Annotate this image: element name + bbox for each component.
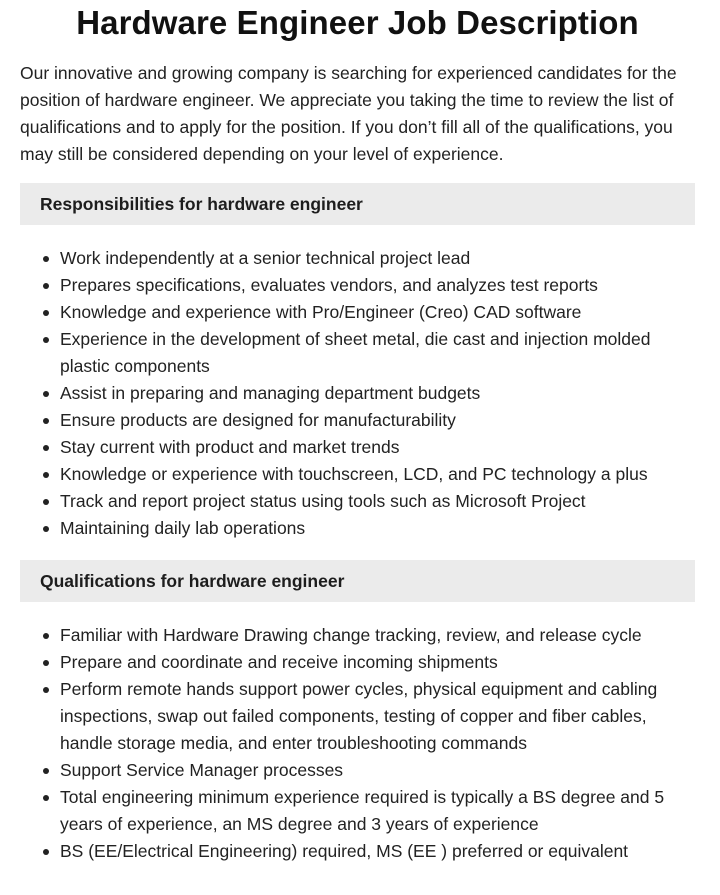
list-item: Perform remote hands support power cycles, physical equipment and cabling inspections, swap out failed components, testing of copper and fiber cables, handle storage media, and enter troubleshooting commands (60, 676, 700, 757)
list-item: Knowledge and experience with Pro/Engineer (Creo) CAD software (60, 299, 700, 326)
list-item: Experience in the development of sheet metal, die cast and injection molded plastic components (60, 326, 700, 380)
list-item: Stay current with product and market trends (60, 434, 700, 461)
page-title: Hardware Engineer Job Description (76, 4, 639, 41)
list-item: Familiar with Hardware Drawing change tracking, review, and release cycle (60, 622, 700, 649)
list-item: Assist in preparing and managing department budgets (60, 380, 700, 407)
list-item: Track and report project status using tools such as Microsoft Project (60, 488, 700, 515)
list-item: Ensure products are designed for manufacturability (60, 407, 700, 434)
responsibilities-heading: Responsibilities for hardware engineer (20, 183, 695, 225)
list-item: Prepare and coordinate and receive incoming shipments (60, 649, 700, 676)
list-item: Maintaining daily lab operations (60, 515, 700, 542)
qualifications-list (20, 622, 700, 865)
qualifications-heading: Qualifications for hardware engineer (20, 560, 695, 602)
list-item: Total engineering minimum experience required is typically a BS degree and 5 years of experience, an MS degree and 3 years of experience (60, 784, 700, 838)
list-item: BS (EE/Electrical Engineering) required, MS (EE ) preferred or equivalent (60, 838, 700, 865)
list-item: Prepares specifications, evaluates vendors, and analyzes test reports (60, 272, 700, 299)
list-item: Support Service Manager processes (60, 757, 700, 784)
intro-paragraph: Our innovative and growing company is searching for experienced candidates for the position of hardware engineer. We appreciate you taking the time to review the list of qualifications and to apply for the position. If you don’t fill all of the qualifications, you may still be considered depending on your level of experience. (20, 63, 677, 164)
list-item: Knowledge or experience with touchscreen, LCD, and PC technology a plus (60, 461, 700, 488)
list-item: Work independently at a senior technical project lead (60, 245, 700, 272)
responsibilities-list (20, 245, 700, 542)
